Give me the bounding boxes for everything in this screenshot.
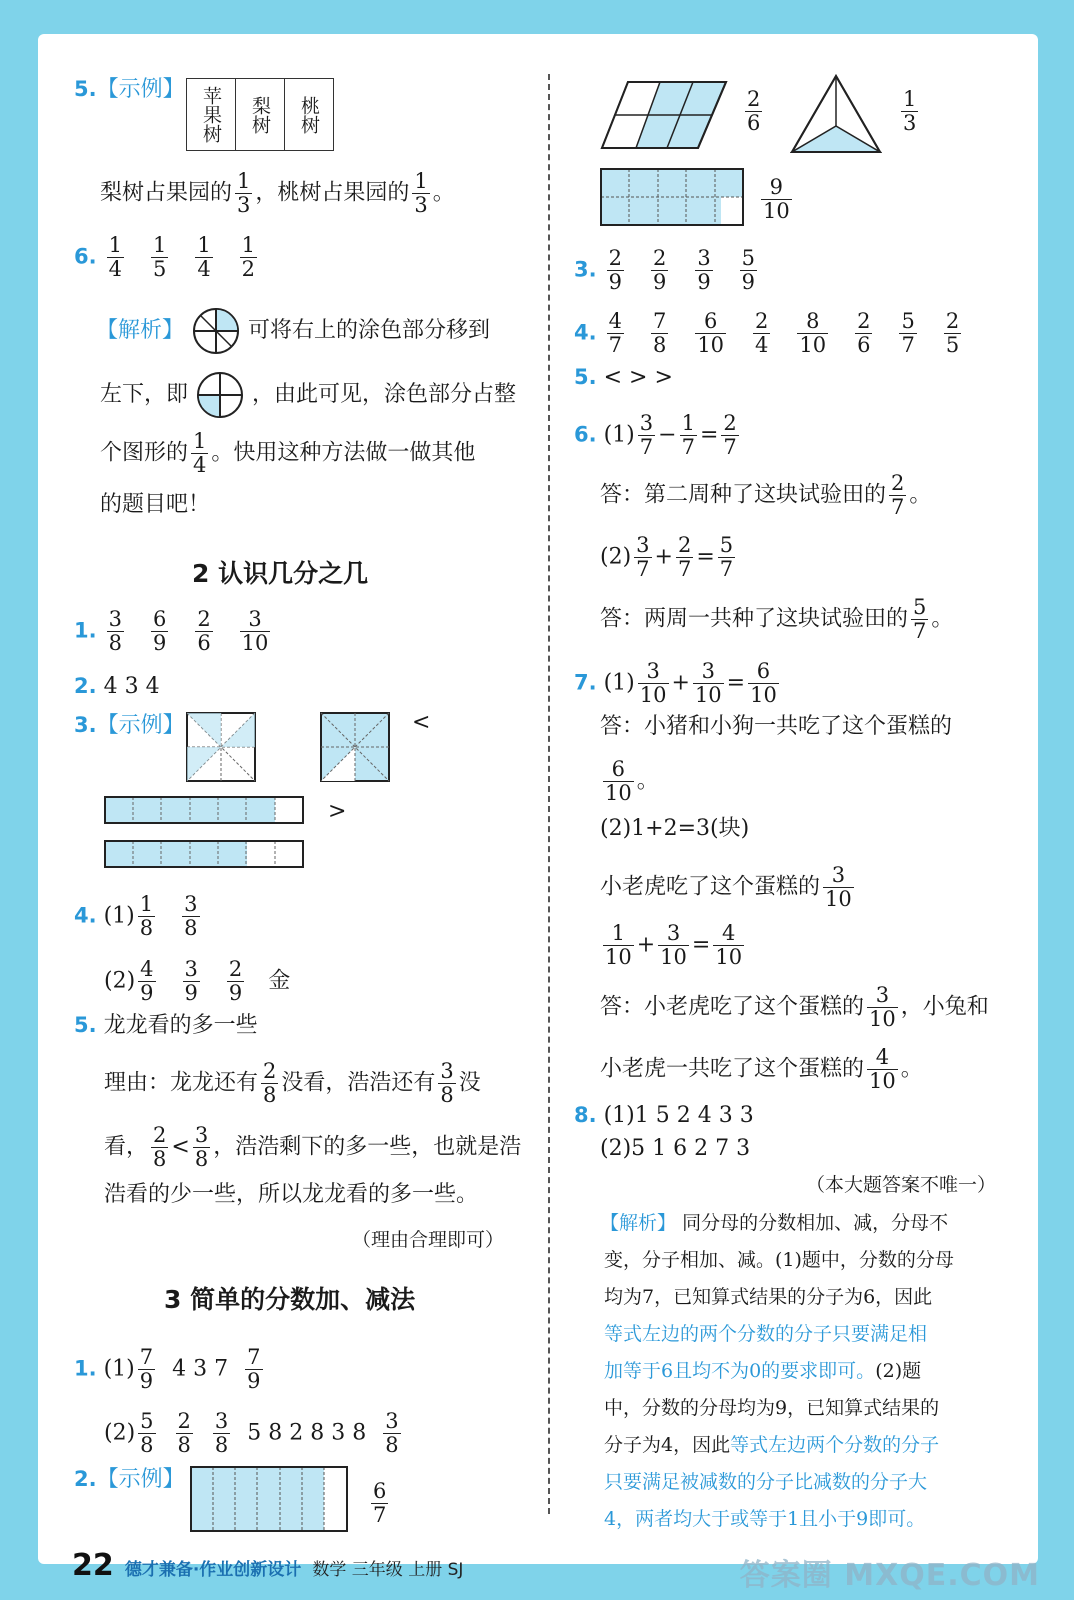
strip-figure [104,840,304,870]
r-q3-answer: 3. $\frac{2}{9}$ $\frac{2}{9}$ $\frac{3}{9}$ $\frac{5}{9}$ [574,246,756,294]
r-q8-explanation-9: 4，两者均大于或等于1且小于9即可。 [604,1508,926,1530]
q6-explanation-1: 【解析】 可将右上的涂色部分移到 [96,306,490,356]
r-frac-9-10: $\frac{9}{10}$ [763,175,790,223]
s3-q2-fraction: $\frac{6}{7}$ [373,1479,387,1527]
s2-q4-part1: 4. (1) $\frac{1}{8}$ $\frac{3}{8}$ [74,892,198,940]
parallelogram-figure [600,80,728,150]
s2-q5-line3: 看， $\frac{2}{8}$ < $\frac{3}{8}$ ，浩浩剩下的多一些，也就是浩 [104,1123,522,1171]
section-2-title: 2 认识几分之几 [192,559,369,588]
r-q8-explanation-1: 【解析】 同分母的分数相加、减，分母不 [600,1212,949,1234]
orchard-cell: 梨树 [236,79,285,150]
r-q7-line3: 小老虎吃了这个蛋糕的 $\frac{3}{10}$ [600,863,852,911]
book-subject: 数学 三年级 上册 SJ [312,1560,464,1580]
r-q8-explanation-2: 变，分子相加、减。(1)题中，分数的分母 [604,1249,954,1271]
page-number: 22 [72,1548,114,1583]
s3-q2-header: 2.【示例】 [74,1467,185,1492]
square-eighths-figure [320,712,390,782]
r-q8-explanation-4: 等式左边的两个分数的分子只要满足相 [604,1323,928,1345]
r-q8-explanation-7: 分子为4，因此等式左边两个分数的分子 [604,1434,940,1456]
watermark: 答案圈 MXQE.COM [739,1558,1040,1593]
rectangle-sevenths-figure [190,1466,348,1532]
compare-lt: < [412,710,431,735]
r-q6-ans2: 答：两周一共种了这块试验田的 $\frac{5}{7}$ 。 [600,595,954,643]
orchard-cell: 桃树 [298,95,320,134]
r-q7-ans3: 小老虎一共吃了这个蛋糕的 $\frac{4}{10}$ 。 [600,1045,923,1093]
book-title: 德才兼备·作业创新设计 [124,1560,302,1580]
r-q7-eq2: $\frac{1}{10}$ + $\frac{3}{10}$ = $\frac{4}{10}$ [605,921,743,969]
q6-answer: 6. $\frac{1}{4}$ $\frac{1}{5}$ $\frac{1}{4}$ $\frac{1}{2}$ [74,233,256,281]
r-q8-line2: (2)5 1 6 2 7 3 [600,1136,751,1161]
s2-q1-answer: 1. $\frac{3}{8}$ $\frac{6}{9}$ $\frac{2}{6}$ $\frac{3}{10}$ [74,607,269,655]
rectangle-tenths-figure [600,168,744,226]
r-q8-explanation-3: 均为7，已知算式结果的分子为6，因此 [604,1286,933,1308]
compare-gt: > [328,799,347,824]
s2-q5-note: （理由合理即可） [352,1229,505,1251]
s2-q5-line2: 理由：龙龙还有 $\frac{2}{8}$ 没看，浩浩还有 $\frac{3}{8}$ 没 [104,1059,481,1107]
r-q7-part2: (2)1+2=3(块) [600,816,750,841]
r-q7-ans1: 答：小猪和小狗一共吃了这个蛋糕的 [600,714,953,739]
q6-explanation-4: 的题目吧！ [100,492,211,517]
s2-q3-header: 3.【示例】 [74,713,185,738]
circle-figure-moved-icon [195,370,245,420]
strip-figure [104,796,304,826]
r-q6-eq1: 6. (1) $\frac{3}{7}$ − $\frac{1}{7}$ = $\frac{2}{7}$ [574,411,737,459]
r-q4-answer: 4. $\frac{4}{7}$ $\frac{7}{8}$ $\frac{6}{10}$ $\frac{2}{4}$ $\frac{8}{10}$ $\frac{2}{6}$ $\frac{5}{7}$ $\frac{2}{5}$ [574,309,960,357]
s3-q1-part2: (2) $\frac{5}{8}$ $\frac{2}{8}$ $\frac{3}{8}$ 5 8 2 8 3 8 $\frac{3}{8}$ [104,1409,399,1457]
square-eighths-figure [186,712,256,782]
r-q7-eq1: 7. (1) $\frac{3}{10}$ + $\frac{3}{10}$ = $\frac{6}{10}$ [574,659,777,707]
r-q8-explanation-6: 中，分数的分母均为9，已知算式结果的 [604,1397,940,1419]
q6-explanation-2: 左下，即 ，由此可见，涂色部分占整 [100,370,516,420]
circle-figure-icon [191,306,241,356]
orchard-table [186,78,334,151]
q6-explanation-3: 个图形的 $\frac{1}{4}$ 。快用这种方法做一做其他 [100,429,476,477]
orchard-cell: 苹果树 [187,79,236,150]
s2-q4-part2: (2) $\frac{4}{9}$ $\frac{3}{9}$ $\frac{2}{9}$ 金 [104,957,291,1005]
r-q8-explanation-8: 只要满足被减数的分子比减数的分子大 [604,1471,928,1493]
r-q7-ans2: 答：小老虎吃了这个蛋糕的 $\frac{3}{10}$ ，小兔和 [600,983,989,1031]
r-frac-2-6: $\frac{2}{6}$ [747,87,761,135]
r-q7-ans1-frac: $\frac{6}{10}$ 。 [605,757,659,805]
s2-q2-answer: 2. 4 3 4 [74,674,160,699]
s2-q5-line1: 5. 龙龙看的多一些 [74,1013,258,1038]
r-frac-1-3: $\frac{1}{3}$ [903,87,917,135]
column-divider [548,74,550,1514]
page-footer [72,1548,463,1583]
r-q6-eq2: (2) $\frac{3}{7}$ + $\frac{2}{7}$ = $\frac{5}{7}$ [600,533,734,581]
r-q5-answer: 5. < > > [574,365,673,390]
triangle-figure [790,74,882,156]
s2-q5-line4: 浩看的少一些，所以龙龙看的多一些。 [104,1182,479,1207]
r-q6-ans1: 答：第二周种了这块试验田的 $\frac{2}{7}$ 。 [600,471,932,519]
q5-header: 5.【示例】 [74,77,185,102]
r-q8-explanation-5: 加等于6且均不为0的要求即可。(2)题 [604,1360,922,1382]
r-q8-line1: 8. (1)1 5 2 4 3 3 [574,1103,754,1128]
r-q8-note: （本大题答案不唯一） [806,1174,997,1196]
s3-q1-part1: 1. (1) $\frac{7}{9}$ 4 3 7 $\frac{7}{9}$ [74,1345,261,1393]
q5-answer: 梨树占果园的 $\frac{1}{3}$ ，桃树占果园的 $\frac{1}{3}$ 。 [100,169,455,217]
section-3-title: 3 简单的分数加、减法 [164,1285,416,1314]
